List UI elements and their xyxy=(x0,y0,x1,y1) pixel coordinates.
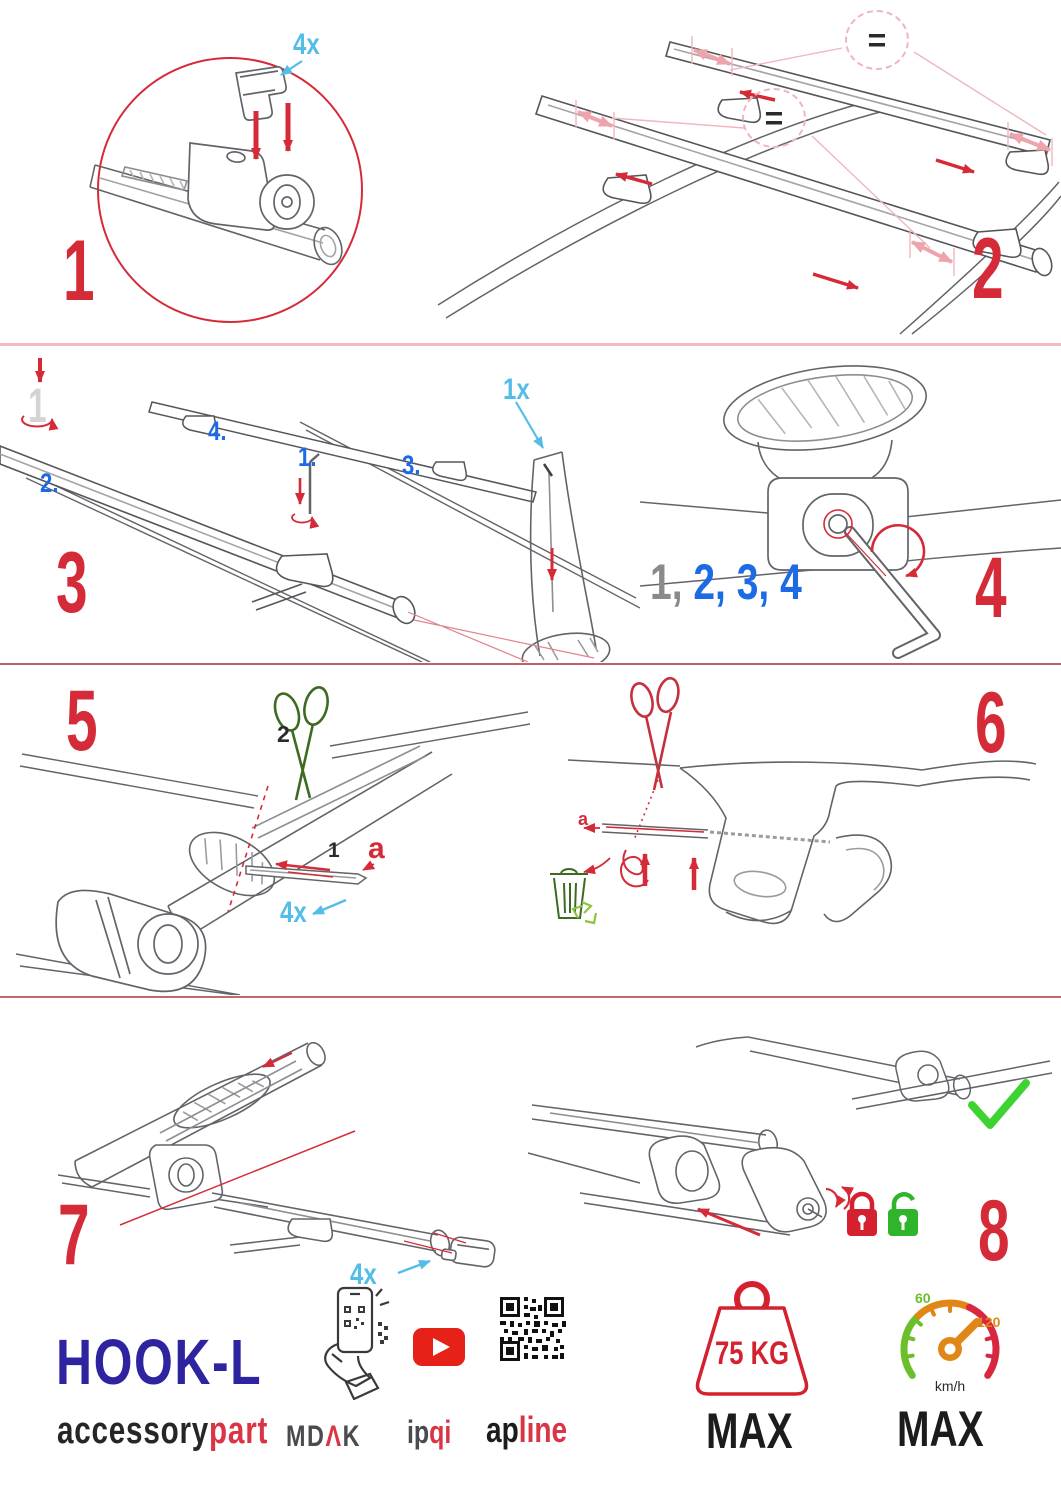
logo-mdak-c: K xyxy=(342,1420,362,1453)
logo-ipqi-a: ip xyxy=(407,1414,430,1450)
section-divider-2 xyxy=(0,663,1061,665)
step-number-6: 6 xyxy=(975,675,1007,771)
bar-cross-section-drawing xyxy=(718,354,931,482)
rubber-strip-drawing xyxy=(602,824,830,842)
logo-mdak-a: MD xyxy=(286,1420,326,1453)
brand-red-part: part xyxy=(209,1410,269,1452)
youtube-icon xyxy=(413,1328,465,1366)
rails-drawing xyxy=(18,422,640,662)
step-number-7: 7 xyxy=(58,1187,90,1283)
equal-spacing-badge-2: = xyxy=(742,88,806,148)
logo-ipqi xyxy=(407,1416,451,1448)
logo-apline-b: line xyxy=(518,1409,568,1450)
clamp-drawing xyxy=(188,143,314,230)
product-name: HOOK-L xyxy=(56,1326,263,1398)
brand-logo xyxy=(57,1412,268,1450)
sequence-first: 1, xyxy=(650,554,683,610)
tighten-sequence xyxy=(650,553,802,611)
step-3-illustration xyxy=(0,350,640,662)
ghost-step-label: 1 xyxy=(28,380,47,433)
push-up-arrows xyxy=(645,854,694,890)
qty-badge-step5: 4x xyxy=(280,896,307,929)
cut-order-label: 2 xyxy=(277,721,290,747)
lower-bar-drawing xyxy=(212,1193,452,1258)
badge-pointer xyxy=(313,900,346,914)
step-number-8: 8 xyxy=(978,1183,1010,1279)
step-number-2: 2 xyxy=(972,221,1004,317)
qty-badge-step7: 4x xyxy=(350,1258,377,1291)
step-2-illustration xyxy=(430,0,1061,335)
step-number-4: 4 xyxy=(975,540,1007,636)
qty-badge-step3: 1x xyxy=(503,373,530,406)
strip-order-label: 1 xyxy=(328,839,340,862)
max-weight-icon xyxy=(678,1280,826,1406)
logo-apline xyxy=(486,1409,568,1450)
brand-black-part: accessory xyxy=(57,1410,210,1452)
step-number-5: 5 xyxy=(66,673,98,769)
order-label-1: 1. xyxy=(298,442,317,472)
order-label-2: 2. xyxy=(40,468,59,498)
order-label-3: 3. xyxy=(402,450,421,480)
section-divider-1 xyxy=(0,343,1061,346)
qr-code-icon xyxy=(498,1295,566,1363)
locked-padlock-icon xyxy=(847,1194,877,1236)
speedometer-icon xyxy=(885,1285,1015,1397)
speed-high-label: 120 xyxy=(977,1314,1001,1330)
step-number-1: 1 xyxy=(63,223,95,319)
detail-lines xyxy=(408,612,594,662)
upper-clamp-drawing xyxy=(150,1145,223,1209)
strip-ref-letter: a xyxy=(368,832,385,865)
discard-arrow xyxy=(584,858,610,872)
trash-bin-icon xyxy=(550,869,588,918)
sequence-rest: 2, 3, 4 xyxy=(682,554,802,610)
bar-channel-drawing xyxy=(168,746,452,932)
speed-low-label: 60 xyxy=(915,1290,931,1306)
logo-apline-a: ap xyxy=(486,1409,519,1450)
scissors-icon xyxy=(628,676,681,790)
strip-ref-letter-6: a xyxy=(578,809,589,829)
rubber-strip-drawing xyxy=(246,866,366,884)
logo-mdak-lambda: Λ xyxy=(325,1420,343,1453)
logo-ipqi-b: qi xyxy=(429,1414,452,1450)
clamp-drawing xyxy=(56,890,205,991)
section-divider-3 xyxy=(0,996,1061,998)
step-1-illustration xyxy=(40,15,430,340)
strip-leg-part-drawing xyxy=(520,452,613,662)
weight-value: 75 KG xyxy=(715,1336,789,1372)
key-rotate-arrows xyxy=(826,1187,849,1209)
speed-unit-label: km/h xyxy=(934,1378,966,1394)
upper-assembly-drawing xyxy=(696,1037,1052,1109)
equal-spacing-badge-1: = xyxy=(845,10,909,70)
qty-badge-step1: 4x xyxy=(293,28,320,61)
step-number-3: 3 xyxy=(56,535,88,631)
badge-pointer xyxy=(516,402,543,448)
order-label-4: 4. xyxy=(208,416,227,446)
clamp-body-drawing xyxy=(568,760,1036,923)
weight-max-label: MAX xyxy=(706,1403,793,1459)
scan-qr-phone-icon xyxy=(312,1282,404,1400)
recycle-icon xyxy=(573,902,596,923)
bracket-part-drawing xyxy=(236,67,286,120)
badge-pointer xyxy=(398,1261,430,1273)
speed-max-label: MAX xyxy=(897,1401,984,1457)
check-icon xyxy=(972,1083,1026,1125)
unlocked-padlock-icon xyxy=(888,1194,918,1236)
logo-mdak xyxy=(286,1422,361,1452)
